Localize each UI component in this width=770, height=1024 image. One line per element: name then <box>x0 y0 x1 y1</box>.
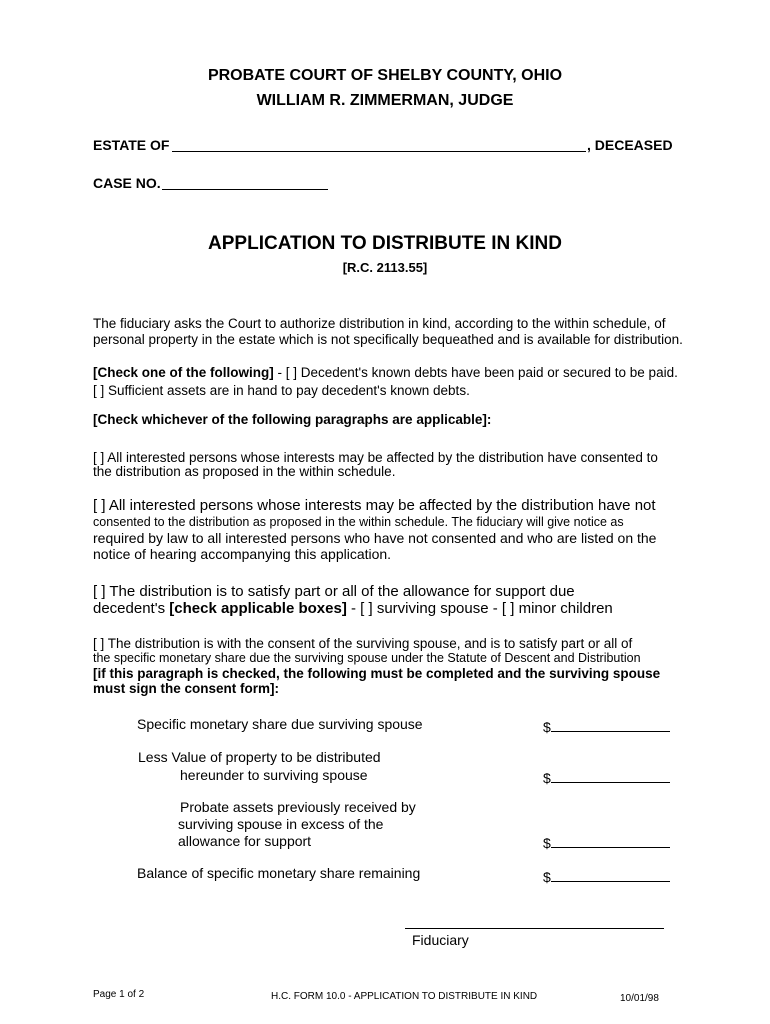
statute-reference: [R.C. 2113.55] <box>342 260 428 275</box>
currency-sign: $ <box>543 835 551 851</box>
case-number-label: CASE NO. <box>93 175 161 191</box>
balance-amount-field[interactable] <box>551 881 670 882</box>
schedule-item-probate-assets-cont2: allowance for support <box>178 833 312 849</box>
schedule-item-less-value: Less Value of property to be distributed <box>138 749 381 765</box>
check-one-section <box>93 365 678 399</box>
form-title: APPLICATION TO DISTRIBUTE IN KIND <box>208 233 562 254</box>
schedule-item-balance: Balance of specific monetary share remaining <box>137 865 421 881</box>
allowance-paragraph[interactable]: [ ] The distribution is to satisfy part or all of the allowance for support due decedent's [check applicable boxes] - [ ] surviving spouse - [ ] minor children <box>93 583 613 617</box>
schedule-item-probate-assets: Probate assets previously received by <box>180 799 416 815</box>
not-consented-paragraph[interactable]: [ ] All interested persons whose interests may be affected by the distribution have not consented to the distribution as proposed in the within schedule. The fiduciary will give notice as required by law to all interested persons who have not consented and who are listed on the notice of hearing accompanying this application. <box>93 497 657 562</box>
debts-paid-option[interactable]: - [ ] Decedent's known debts have been paid or secured to be paid. <box>273 365 678 380</box>
probate-assets-amount-field[interactable] <box>551 847 670 848</box>
fiduciary-label: Fiduciary <box>412 932 469 948</box>
spouse-consent-paragraph[interactable]: [ ] The distribution is with the consent of the surviving spouse, and is to satisfy part or all of the specific monetary share due the surviving spouse under the Statute of Descent and Distribution [if this paragraph is checked, the following must be completed and the surviving spouse must sign the consent form]: <box>93 636 661 696</box>
estate-name-field[interactable] <box>172 151 586 152</box>
form-date: 10/01/98 <box>620 993 659 1004</box>
schedule-item-less-value-cont: hereunder to surviving spouse <box>180 767 368 783</box>
sufficient-assets-option[interactable]: [ ] Sufficient assets are in hand to pay decedent's known debts. <box>93 383 470 398</box>
deceased-label: , DECEASED <box>587 137 673 153</box>
estate-label: ESTATE OF <box>93 137 170 153</box>
judge-name: WILLIAM R. ZIMMERMAN, JUDGE <box>256 92 514 109</box>
currency-sign: $ <box>543 770 551 786</box>
currency-sign: $ <box>543 869 551 885</box>
court-name: PROBATE COURT OF SHELBY COUNTY, OHIO <box>207 67 563 84</box>
currency-sign: $ <box>543 719 551 735</box>
intro-paragraph: The fiduciary asks the Court to authorize distribution in kind, according to the within schedule, of personal property in the estate which is not specifically bequeathed and is available for distribution. <box>93 316 683 347</box>
case-number-field[interactable] <box>162 189 328 190</box>
page-number: Page 1 of 2 <box>93 989 145 1000</box>
schedule-item-specific-share: Specific monetary share due surviving spouse <box>137 716 423 732</box>
less-value-amount-field[interactable] <box>551 782 670 783</box>
specific-share-amount-field[interactable] <box>551 731 670 732</box>
check-one-label: [Check one of the following] <box>93 365 274 380</box>
schedule-item-probate-assets-cont: surviving spouse in excess of the <box>178 816 384 832</box>
check-whichever-label: [Check whichever of the following paragraphs are applicable]: <box>93 412 492 427</box>
consented-paragraph[interactable]: [ ] All interested persons whose interests may be affected by the distribution have consented to the distribution as proposed in the within schedule. <box>93 450 658 479</box>
fiduciary-signature-line[interactable] <box>405 928 664 929</box>
form-id: H.C. FORM 10.0 - APPLICATION TO DISTRIBUTE IN KIND <box>271 991 538 1002</box>
